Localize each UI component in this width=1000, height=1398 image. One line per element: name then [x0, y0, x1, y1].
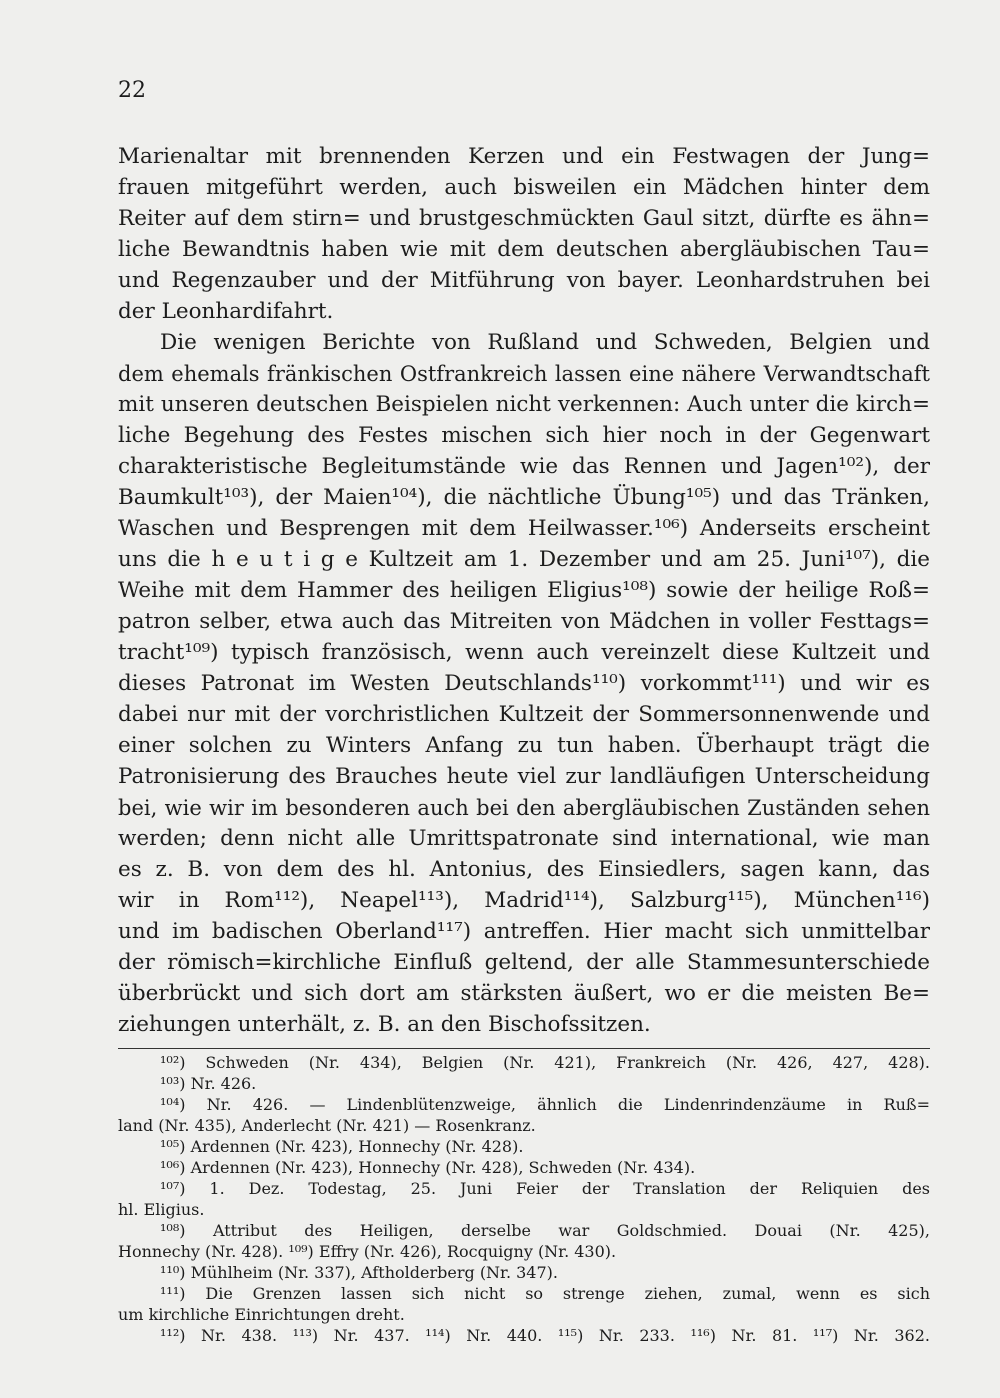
- footnote-line: um kirchliche Einrichtungen dreht.: [118, 1305, 405, 1324]
- body-line: und im badischen Oberland¹¹⁷) antreffen. Hier macht sich unmittelbar: [118, 919, 930, 944]
- footnote-divider: [118, 1048, 930, 1049]
- footnote-line: land (Nr. 435), Anderlecht (Nr. 421) — Rosenkranz.: [118, 1116, 536, 1135]
- body-line: frauen mitgeführt werden, auch bisweilen ein Mädchen hinter dem: [118, 175, 930, 200]
- body-line: patron selber, etwa auch das Mitreiten von Mädchen in voller Festtags=: [118, 609, 930, 634]
- footnote-line: ¹¹¹) Die Grenzen lassen sich nicht so strenge ziehen, zumal, wenn es sich: [160, 1284, 930, 1303]
- body-line: Baumkult¹⁰³), der Maien¹⁰⁴), die nächtliche Übung¹⁰⁵) und das Tränken,: [118, 485, 930, 510]
- body-line: der römisch=kirchliche Einfluß geltend, der alle Stammesunterschiede: [118, 950, 930, 975]
- footnote-line: ¹⁰⁵) Ardennen (Nr. 423), Honnechy (Nr. 428).: [160, 1137, 524, 1156]
- footnote-line: Honnechy (Nr. 428). ¹⁰⁹) Effry (Nr. 426), Rocquigny (Nr. 430).: [118, 1242, 617, 1261]
- footnote-line: ¹⁰⁸) Attribut des Heiligen, derselbe war Goldschmied. Douai (Nr. 425),: [160, 1221, 930, 1240]
- body-line: liche Begehung des Festes mischen sich hier noch in der Gegenwart: [118, 423, 930, 448]
- footnote-line: hl. Eligius.: [118, 1200, 205, 1219]
- page-number: 22: [118, 78, 146, 103]
- body-line: tracht¹⁰⁹) typisch französisch, wenn auch vereinzelt diese Kultzeit und: [118, 640, 930, 665]
- body-line: mit unseren deutschen Beispielen nicht verkennen: Auch unter die kirch=: [118, 392, 930, 417]
- body-line: Marienaltar mit brennenden Kerzen und ein Festwagen der Jung=: [118, 144, 930, 169]
- body-line: dem ehemals fränkischen Ostfrankreich lassen eine nähere Verwandtschaft: [118, 362, 930, 386]
- footnote-line: ¹⁰⁶) Ardennen (Nr. 423), Honnechy (Nr. 428), Schweden (Nr. 434).: [160, 1158, 696, 1177]
- footnote-line: ¹⁰⁷) 1. Dez. Todestag, 25. Juni Feier der Translation der Reliquien des: [160, 1179, 930, 1198]
- body-line: liche Bewandtnis haben wie mit dem deutschen abergläubischen Tau=: [118, 237, 930, 262]
- body-line: werden; denn nicht alle Umrittspatronate sind international, wie man: [118, 826, 930, 851]
- footnote-line: ¹⁰⁴) Nr. 426. — Lindenblütenzweige, ähnlich die Lindenrindenzäume in Ruß=: [160, 1095, 930, 1114]
- body-line: ziehungen unterhält, z. B. an den Bischofssitzen.: [118, 1012, 651, 1037]
- body-line: einer solchen zu Winters Anfang zu tun haben. Überhaupt trägt die: [118, 733, 930, 758]
- body-line: dieses Patronat im Westen Deutschlands¹¹⁰) vorkommt¹¹¹) und wir es: [118, 671, 930, 696]
- body-line: Patronisierung des Brauches heute viel zur landläufigen Unterscheidung: [118, 764, 930, 789]
- body-line: Reiter auf dem stirn= und brustgeschmückten Gaul sitzt, dürfte es ähn=: [118, 206, 930, 231]
- body-line: Waschen und Besprengen mit dem Heilwasser.¹⁰⁶) Anderseits erscheint: [118, 516, 930, 541]
- body-line: Weihe mit dem Hammer des heiligen Eligius¹⁰⁸) sowie der heilige Roß=: [118, 578, 930, 603]
- body-line: charakteristische Begleitumstände wie das Rennen und Jagen¹⁰²), der: [118, 454, 930, 479]
- footnote-line: ¹¹²) Nr. 438. ¹¹³) Nr. 437. ¹¹⁴) Nr. 440. ¹¹⁵) Nr. 233. ¹¹⁶) Nr. 81. ¹¹⁷) Nr. 362.: [160, 1326, 930, 1345]
- footnote-line: ¹¹⁰) Mühlheim (Nr. 337), Aftholderberg (Nr. 347).: [160, 1263, 558, 1282]
- body-line: Die wenigen Berichte von Rußland und Schweden, Belgien und: [160, 330, 930, 355]
- body-line: bei, wie wir im besonderen auch bei den abergläubischen Zuständen sehen: [118, 796, 930, 820]
- body-line: überbrückt und sich dort am stärksten äußert, wo er die meisten Be=: [118, 981, 930, 1006]
- body-line: es z. B. von dem des hl. Antonius, des Einsiedlers, sagen kann, das: [118, 857, 930, 882]
- body-line: wir in Rom¹¹²), Neapel¹¹³), Madrid¹¹⁴), Salzburg¹¹⁵), München¹¹⁶): [118, 888, 930, 913]
- body-line: uns die h e u t i g e Kultzeit am 1. Dezember und am 25. Juni¹⁰⁷), die: [118, 547, 930, 572]
- footnote-line: ¹⁰³) Nr. 426.: [160, 1074, 257, 1093]
- body-line: der Leonhardifahrt.: [118, 299, 334, 324]
- body-line: und Regenzauber und der Mitführung von bayer. Leonhardstruhen bei: [118, 268, 930, 293]
- footnote-line: ¹⁰²) Schweden (Nr. 434), Belgien (Nr. 421), Frankreich (Nr. 426, 427, 428).: [160, 1053, 930, 1072]
- body-line: dabei nur mit der vorchristlichen Kultzeit der Sommersonnenwende und: [118, 702, 930, 727]
